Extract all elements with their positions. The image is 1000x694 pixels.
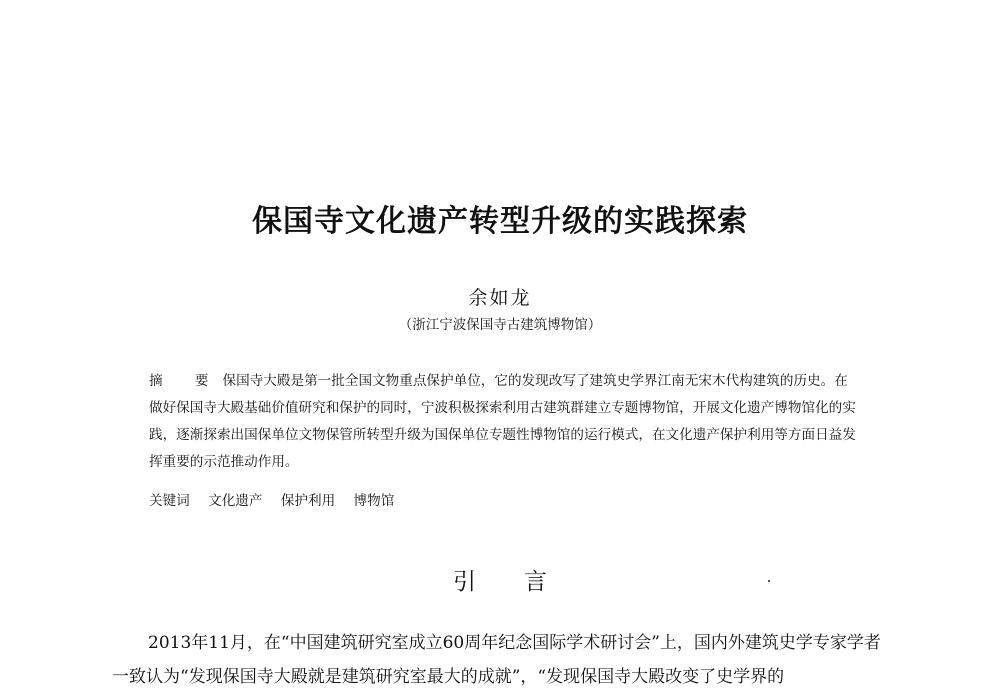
abstract (149, 368, 861, 476)
keyword-item: 文化遗产 (208, 493, 263, 509)
keyword-item: 保护利用 (280, 493, 336, 509)
abstract-text: 保国寺大殿是第一批全国文物重点保护单位，它的发现改写了建筑史学界江南无宋木代构建筑的历史。在做好保国寺大殿基础价值研究和保护的同时，宁波积极探索利用古建筑群建立专题博物馆，开展文化遗产博物馆化的实践，逐渐探索出国保单位文物保管所转型升级为国保单位专题性博物馆的运行模式，在文化遗产保护利用等方面日益发挥重要的示范推动作用。 (149, 373, 856, 470)
keyword-item: 博物馆 (353, 493, 395, 509)
section-heading-introduction (0, 563, 1000, 596)
paper-title: 保国寺文化遗产转型升级的实践探索 (252, 204, 748, 239)
keywords (149, 491, 861, 511)
body-paragraph: 2013年11月，在“中国建筑研究室成立60周年纪念国际学术研讨会”上，国内外建筑史学专家学者一致认为“发现保国寺大殿就是建筑研究室最大的成就”，“发现保国寺大殿改变了史学界的 (112, 633, 881, 687)
author-affiliation: （浙江宁波保国寺古建筑博物馆） (398, 317, 602, 333)
section-heading-char: 引 (453, 569, 476, 595)
section-heading-char: 言 (524, 569, 547, 595)
abstract-label: 摘 要 (149, 373, 223, 389)
scan-speck (768, 580, 770, 582)
author-name: 余如龙 (468, 287, 532, 309)
keywords-label: 关键词 (149, 493, 190, 509)
